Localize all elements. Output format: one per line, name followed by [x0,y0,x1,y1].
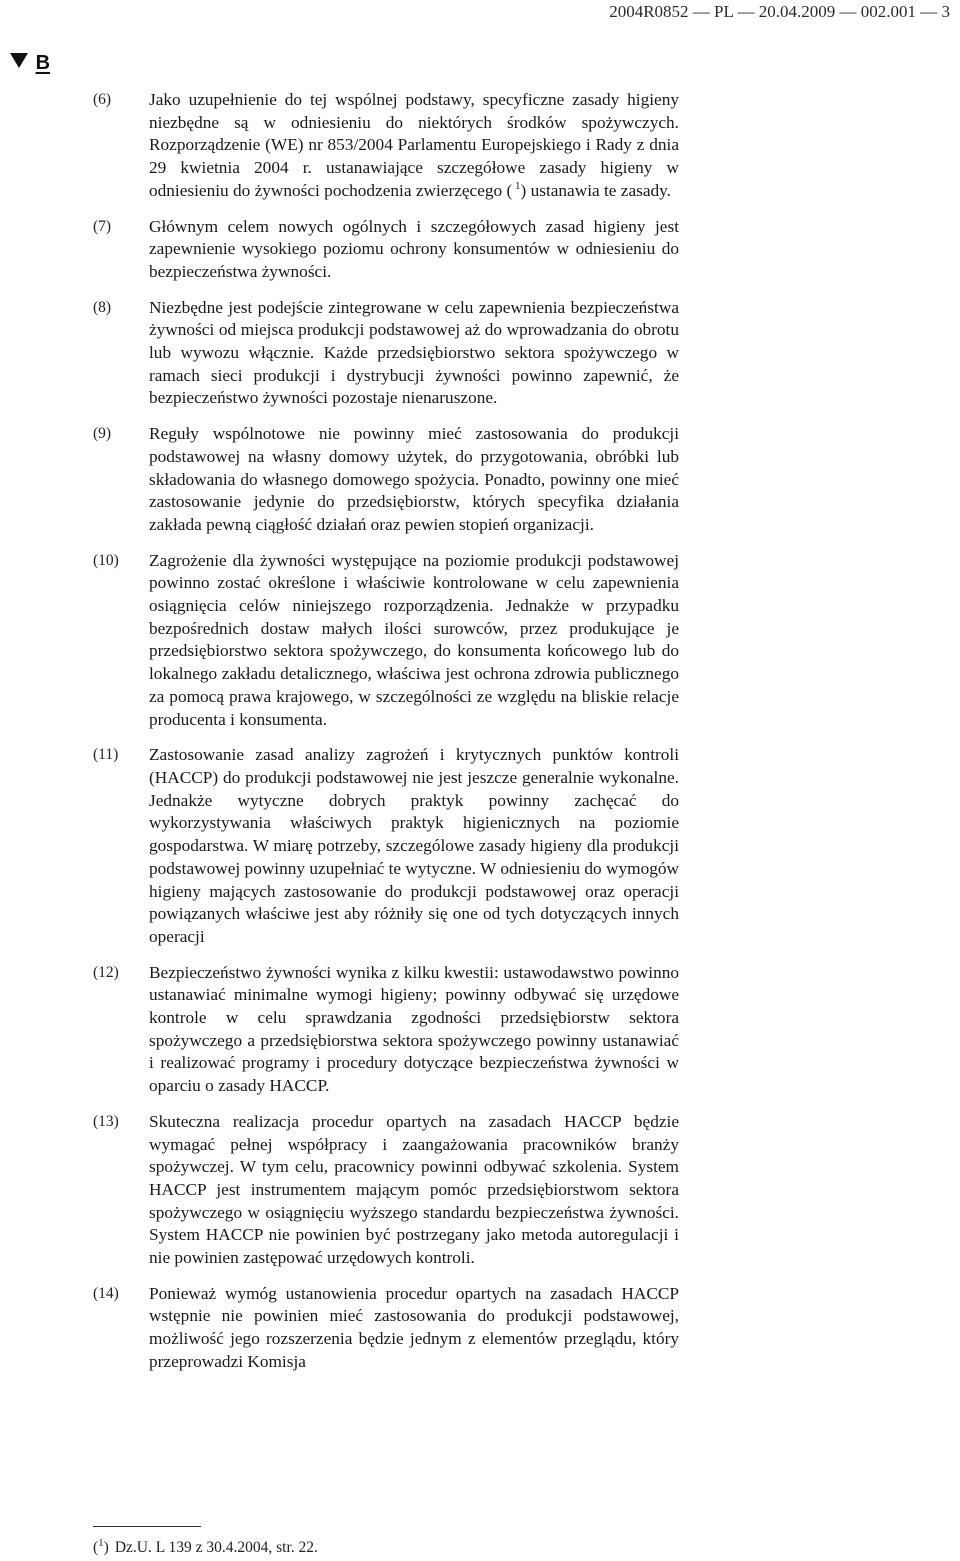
running-header: 2004R0852 — PL — 20.04.2009 — 002.001 — 3 [609,2,950,21]
recital-text-part: Jako uzupełnienie do tej wspólnej podstawy, specyficzne zasady higieny niezbędne są w odniesieniu do niektórych środków spożywczych. Rozporządzenie (WE) nr 853/2004 Parlamentu Europejskiego i Rady z dnia 29 kwietnia 2004 r. ustanawiające szczegółowe zasady higieny w odniesieniu do żywności pochodzenia zwierzęcego ( [149,90,679,200]
recital-text: Niezbędne jest podejście zintegrowane w celu zapewnienia bezpieczeństwa żywności od miejsca produkcji podstawowej aż do wprowadzania do obrotu lub wywozu włącznie. Każde przedsiębiorstwo sektora spożywczego w ramach sieci produkcji i dystrybucji żywności powinno zapewnić, że bezpieczeństwo żywności pozostaje nienaruszone. [149,297,679,408]
recital-13 [93,1111,679,1270]
recital-number: (9) [93,425,112,443]
recital-number: (8) [93,298,112,316]
recital-8 [93,297,679,411]
triangle-down-icon [10,53,28,68]
recital-11 [93,744,679,948]
recital-9 [93,423,679,537]
recital-text: Zastosowanie zasad analizy zagrożeń i krytycznych punktów kontroli (HACCP) do produkcji podstawowej nie jest jeszcze generalnie wykonalne. Jednakże wytyczne dobrych praktyk powinny zachęcać do wykorzystywania właściwych praktyk higienicznych na poziomie gospodarstwa. W miarę potrzeby, szczególowe zasady higieny dla produkcji podstawowej powinny uzupełniać te wytyczne. W odniesieniu do wymogów higieny mających zastosowanie do produkcji podstawowej oraz operacji powiązanych właściwe jest aby różniły się one od tych dotyczących innych operacji [149,745,679,946]
recital-number: (10) [93,551,119,569]
recital-text: Głównym celem nowych ogólnych i szczegółowych zasad higieny jest zapewnienie wysokiego poziomu ochrony konsumentów w odniesieniu do bezpieczeństwa żywności. [149,216,679,281]
footnote-ref[interactable]: 1 [515,180,521,193]
recital-text: Bezpieczeństwo żywności wynika z kilku kwestii: ustawodawstwo powinno ustanawiać minimalne wymogi higieny; powinny odbywać się urzędowe kontrole w celu sprawdzania zgodności przedsiębiorstw sektora spożywczego a przedsiębiorstwa sektora spożywczego powinny ustanawiać i realizować programy i procedury dotyczące bezpieczeństwa żywności w oparciu o zasady HACCP. [149,962,679,1096]
recital-number: (7) [93,217,112,235]
recital-6 [93,89,679,203]
recital-7 [93,216,679,284]
recital-text: Zagrożenie dla żywności występujące na poziomie produkcji podstawowej powinno zostać określone i właściwie kontrolowane w celu zapewnienia osiągnięcia celów niniejszego rozporządzenia. Jednakże w przypadku bezpośrednich dostaw małych ilości surowców, przez produkujące je przedsiębiorstwo sektora spożywczego, do konsumenta końcowego lub do lokalnego zakładu detalicznego, właściwa jest ochrona zdrowia publicznego za pomocą prawa krajowego, w szczególności ze względu na bliskie relacje producenta i konsumenta. [149,550,679,729]
recital-text: Reguły wspólnotowe nie powinny mieć zastosowania do produkcji podstawowej na własny domowy użytek, do przygotowania, obróbki lub składowania do własnego domowego spożycia. Ponadto, powinny one mieć zastosowanie jedynie do przedsiębiorstw, których specyfika działania zakłada pewną ciągłość działań oraz pewien stopień organizacji. [149,424,679,534]
recital-text: Skuteczna realizacja procedur opartych na zasadach HACCP będzie wymagać pełnej współpracy i zaangażowania pracowników branży spożywczej. W tym celu, pracownicy powinni odbywać szkolenia. System HACCP jest instrumentem mającym pomóc przedsiębiorstwom sektora spożywczego w osiągnięciu wyższego standardu bezpieczeństwa żywności. System HACCP nie powinien być postrzegany jako metoda autoregulacji i nie powinien zastępować urzędowych kontroli. [149,1111,679,1268]
recital-number: (13) [93,1112,119,1130]
recital-12 [93,962,679,1098]
recital-number: (12) [93,963,119,981]
recital-10 [93,550,679,732]
footnote-divider [93,1526,201,1527]
recital-number: (14) [93,1284,119,1302]
amendment-marker-letter: B [35,52,51,74]
amendment-marker [10,52,50,75]
footnote-text: Dz.U. L 139 z 30.4.2004, str. 22. [114,1539,318,1556]
recital-text-part: ) ustanawia te zasady. [520,180,672,200]
footnote [93,1538,318,1558]
recital-number: (11) [93,746,119,764]
recital-14 [93,1283,679,1374]
recital-text [149,89,679,203]
recital-number: (6) [93,91,112,108]
recital-text: Ponieważ wymóg ustanowienia procedur opartych na zasadach HACCP wstępnie nie powinien mieć zastosowania do produkcji podstawowej, możliwość jego rozszerzenia będzie jednym z elementów przeglądu, który przeprowadzi Komisja [149,1283,679,1371]
footnote-number: ($^1$) [93,1536,109,1556]
recitals-list [93,89,679,1387]
